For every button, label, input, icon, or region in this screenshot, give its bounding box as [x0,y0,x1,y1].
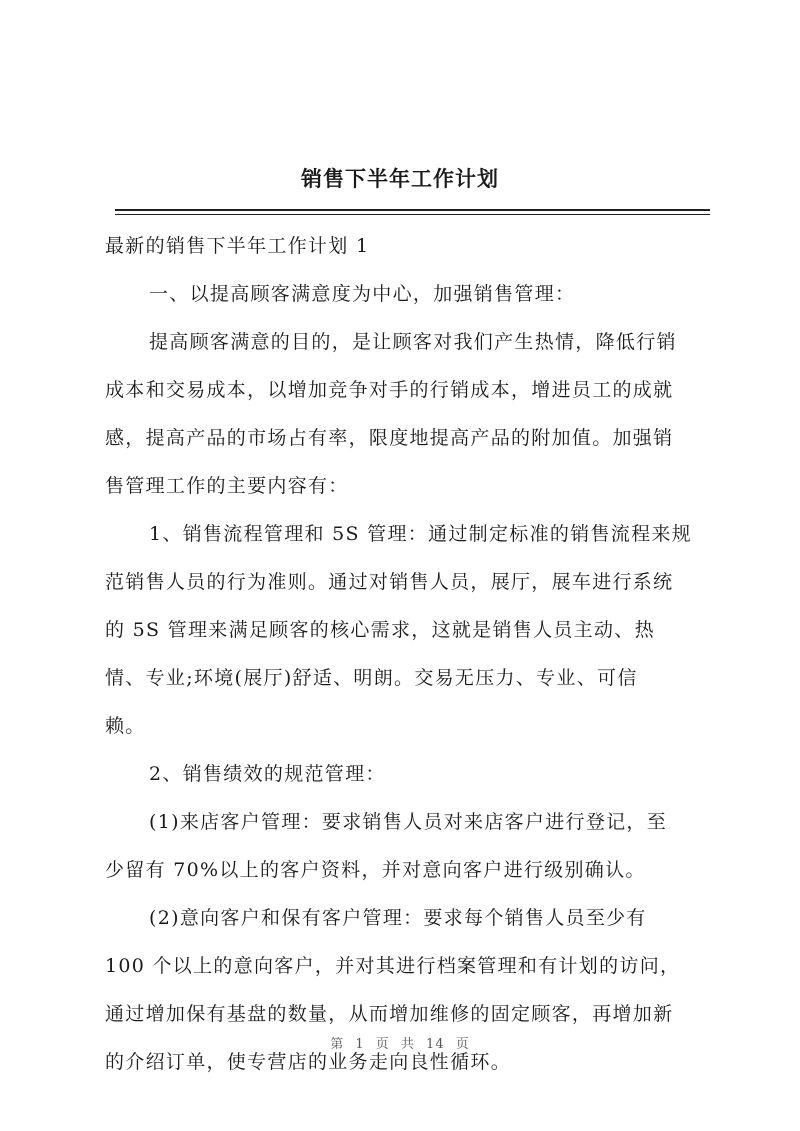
body-line: 通过增加保有基盘的数量，从而增加维修的固定顾客，再增加新 [105,1003,674,1025]
body-line: 感，提高产品的市场占有率，限度地提高产品的附加值。加强销 [105,427,674,449]
body-line: 2、销售绩效的规范管理： [149,763,386,785]
body-line: 一、以提高顾客满意度为中心，加强销售管理： [149,283,576,305]
document-body [105,228,709,1080]
body-line: 售管理工作的主要内容有： [105,475,349,497]
body-line: 成本和交易成本，以增加竞争对手的行销成本，增进员工的成就 [105,379,674,401]
body-line: 1、销售流程管理和 5S 管理：通过制定标准的销售流程来规 [149,523,692,545]
body-line: 的介绍订单，使专营店的业务走向良性循环。 [105,1051,512,1073]
body-line: 100 个以上的意向客户，并对其进行档案管理和有计划的访问， [105,955,681,977]
page-number-footer: 第 1 页 共 14 页 [330,1037,470,1052]
body-line: 的 5S 管理来满足顾客的核心需求，这就是销售人员主动、热 [105,619,655,641]
document-title: 销售下半年工作计划 [301,166,499,191]
body-line: 范销售人员的行为准则。通过对销售人员，展厅，展车进行系统 [105,571,674,593]
title-underline [115,209,710,215]
body-line: 少留有 70%以上的客户资料，并对意向客户进行级别确认。 [105,859,646,881]
body-line: 赖。 [105,715,146,737]
body-line: (1)来店客户管理：要求销售人员对来店客户进行登记，至 [149,811,668,833]
body-line: 最新的销售下半年工作计划 1 [105,235,370,257]
body-line: 情、专业;环境(展厅)舒适、明朗。交易无压力、专业、可信 [105,667,638,689]
body-line: 提高顾客满意的目的，是让顾客对我们产生热情，降低行销 [149,331,677,353]
body-line: (2)意向客户和保有客户管理：要求每个销售人员至少有 [149,907,647,929]
